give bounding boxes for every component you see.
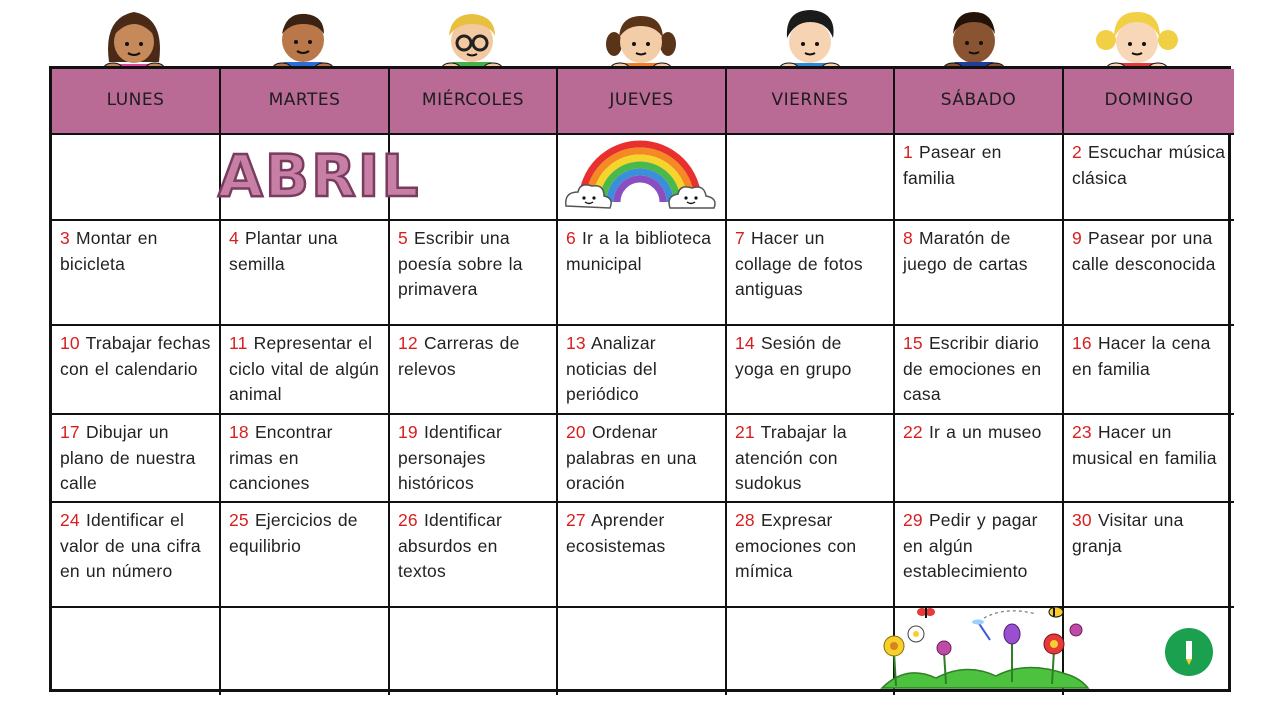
day-activity: Visitar una granja — [1072, 510, 1184, 556]
day-number: 13 — [566, 333, 586, 353]
bee-icon — [1049, 607, 1063, 617]
weekday-header-wednesday: MIÉRCOLES — [390, 69, 558, 135]
day-cell-10 — [52, 326, 221, 415]
day-number: 17 — [60, 422, 80, 442]
day-activity: Escribir una poesía sobre la primavera — [398, 228, 523, 299]
day-number: 11 — [229, 333, 248, 353]
day-activity: Ordenar palabras en una oración — [566, 422, 697, 493]
day-cell-8 — [895, 221, 1064, 326]
day-cell-27 — [558, 503, 727, 608]
rainbow-icon — [560, 124, 720, 216]
day-number: 30 — [1072, 510, 1092, 530]
day-cell-18 — [221, 415, 390, 503]
day-cell-3 — [52, 221, 221, 326]
day-activity: Ejercicios de equilibrio — [229, 510, 358, 556]
day-cell-29 — [895, 503, 1064, 608]
day-number: 9 — [1072, 228, 1082, 248]
day-number: 2 — [1072, 142, 1082, 162]
day-number: 21 — [735, 422, 755, 442]
month-title-text: ABRIL — [218, 142, 421, 210]
day-activity: Analizar noticias del periódico — [566, 333, 657, 404]
weekday-header-monday: LUNES — [52, 69, 221, 135]
day-cell-11 — [221, 326, 390, 415]
day-cell-17 — [52, 415, 221, 503]
day-cell-14 — [727, 326, 895, 415]
flowers-decoration-icon — [866, 600, 1094, 692]
day-activity: Escuchar música clásica — [1072, 142, 1226, 188]
day-activity: Dibujar un plano de nuestra calle — [60, 422, 196, 493]
day-activity: Trabajar fechas con el calendario — [60, 333, 211, 379]
day-cell-25 — [221, 503, 390, 608]
day-number: 1 — [903, 142, 913, 162]
day-cell-20 — [558, 415, 727, 503]
day-number: 24 — [60, 510, 80, 530]
empty-day-cell — [52, 135, 221, 221]
day-activity: Hacer la cena en familia — [1072, 333, 1211, 379]
day-cell-19 — [390, 415, 558, 503]
kids-row — [49, 0, 1231, 76]
weekday-header-thursday: JUEVES — [558, 69, 727, 135]
day-activity: Identificar personajes históricos — [398, 422, 503, 493]
day-number: 18 — [229, 422, 249, 442]
day-cell-16 — [1064, 326, 1234, 415]
day-activity: Trabajar la atención con sudokus — [735, 422, 847, 493]
day-number: 6 — [566, 228, 576, 248]
empty-day-cell — [52, 608, 221, 695]
day-number: 7 — [735, 228, 745, 248]
publisher-logo-icon — [1165, 628, 1213, 676]
day-number: 29 — [903, 510, 923, 530]
day-number: 25 — [229, 510, 249, 530]
day-cell-26 — [390, 503, 558, 608]
day-number: 20 — [566, 422, 586, 442]
day-activity: Pasear en familia — [903, 142, 1002, 188]
day-number: 3 — [60, 228, 70, 248]
day-number: 5 — [398, 228, 408, 248]
dragonfly-icon — [972, 620, 990, 641]
butterfly-icon — [917, 606, 935, 618]
day-cell-15 — [895, 326, 1064, 415]
day-cell-12 — [390, 326, 558, 415]
day-number: 14 — [735, 333, 755, 353]
day-cell-1 — [895, 135, 1064, 221]
day-activity: Hacer un collage de fotos antiguas — [735, 228, 863, 299]
day-activity: Ir a un museo — [928, 422, 1042, 442]
empty-day-cell — [221, 608, 390, 695]
day-cell-9 — [1064, 221, 1234, 326]
day-activity: Identificar absurdos en textos — [398, 510, 503, 581]
day-activity: Plantar una semilla — [229, 228, 338, 274]
day-cell-22 — [895, 415, 1064, 503]
empty-day-cell — [390, 608, 558, 695]
empty-day-cell — [558, 608, 727, 695]
day-cell-5 — [390, 221, 558, 326]
day-number: 28 — [735, 510, 755, 530]
day-cell-23 — [1064, 415, 1234, 503]
day-activity: Hacer un musical en familia — [1072, 422, 1217, 468]
day-cell-28 — [727, 503, 895, 608]
day-cell-30 — [1064, 503, 1234, 608]
day-cell-24 — [52, 503, 221, 608]
day-activity: Maratón de juego de cartas — [903, 228, 1028, 274]
month-title — [216, 136, 426, 216]
empty-day-cell — [727, 135, 895, 221]
weekday-header-saturday: SÁBADO — [895, 69, 1064, 135]
day-cell-7 — [727, 221, 895, 326]
day-cell-21 — [727, 415, 895, 503]
day-activity: Expresar emociones con mímica — [735, 510, 857, 581]
day-activity: Encontrar rimas en canciones — [229, 422, 333, 493]
day-number: 22 — [903, 422, 923, 442]
day-number: 10 — [60, 333, 80, 353]
day-activity: Carreras de relevos — [398, 333, 520, 379]
day-activity: Sesión de yoga en grupo — [735, 333, 852, 379]
day-activity: Ir a la biblioteca municipal — [566, 228, 712, 274]
day-cell-2 — [1064, 135, 1234, 221]
day-activity: Pasear por una calle desconocida — [1072, 228, 1216, 274]
weekday-header-tuesday: MARTES — [221, 69, 390, 135]
day-cell-4 — [221, 221, 390, 326]
pencil-logo-icon — [1174, 637, 1204, 667]
yellow-flower — [884, 636, 904, 656]
day-number: 19 — [398, 422, 418, 442]
day-activity: Pedir y pagar en algún establecimiento — [903, 510, 1038, 581]
day-number: 12 — [398, 333, 418, 353]
weekday-header-sunday: DOMINGO — [1064, 69, 1234, 135]
day-activity: Escribir diario de emociones en casa — [903, 333, 1042, 404]
weekday-header-friday: VIERNES — [727, 69, 895, 135]
day-cell-13 — [558, 326, 727, 415]
day-number: 15 — [903, 333, 923, 353]
day-number: 4 — [229, 228, 239, 248]
day-number: 23 — [1072, 422, 1092, 442]
day-number: 16 — [1072, 333, 1092, 353]
day-number: 8 — [903, 228, 913, 248]
day-activity: Montar en bicicleta — [60, 228, 158, 274]
day-activity: Representar el ciclo vital de algún animal — [229, 333, 379, 404]
day-activity: Identificar el valor de una cifra en un número — [60, 510, 201, 581]
day-number: 26 — [398, 510, 418, 530]
day-activity: Aprender ecosistemas — [566, 510, 666, 556]
day-number: 27 — [566, 510, 586, 530]
day-cell-6 — [558, 221, 727, 326]
